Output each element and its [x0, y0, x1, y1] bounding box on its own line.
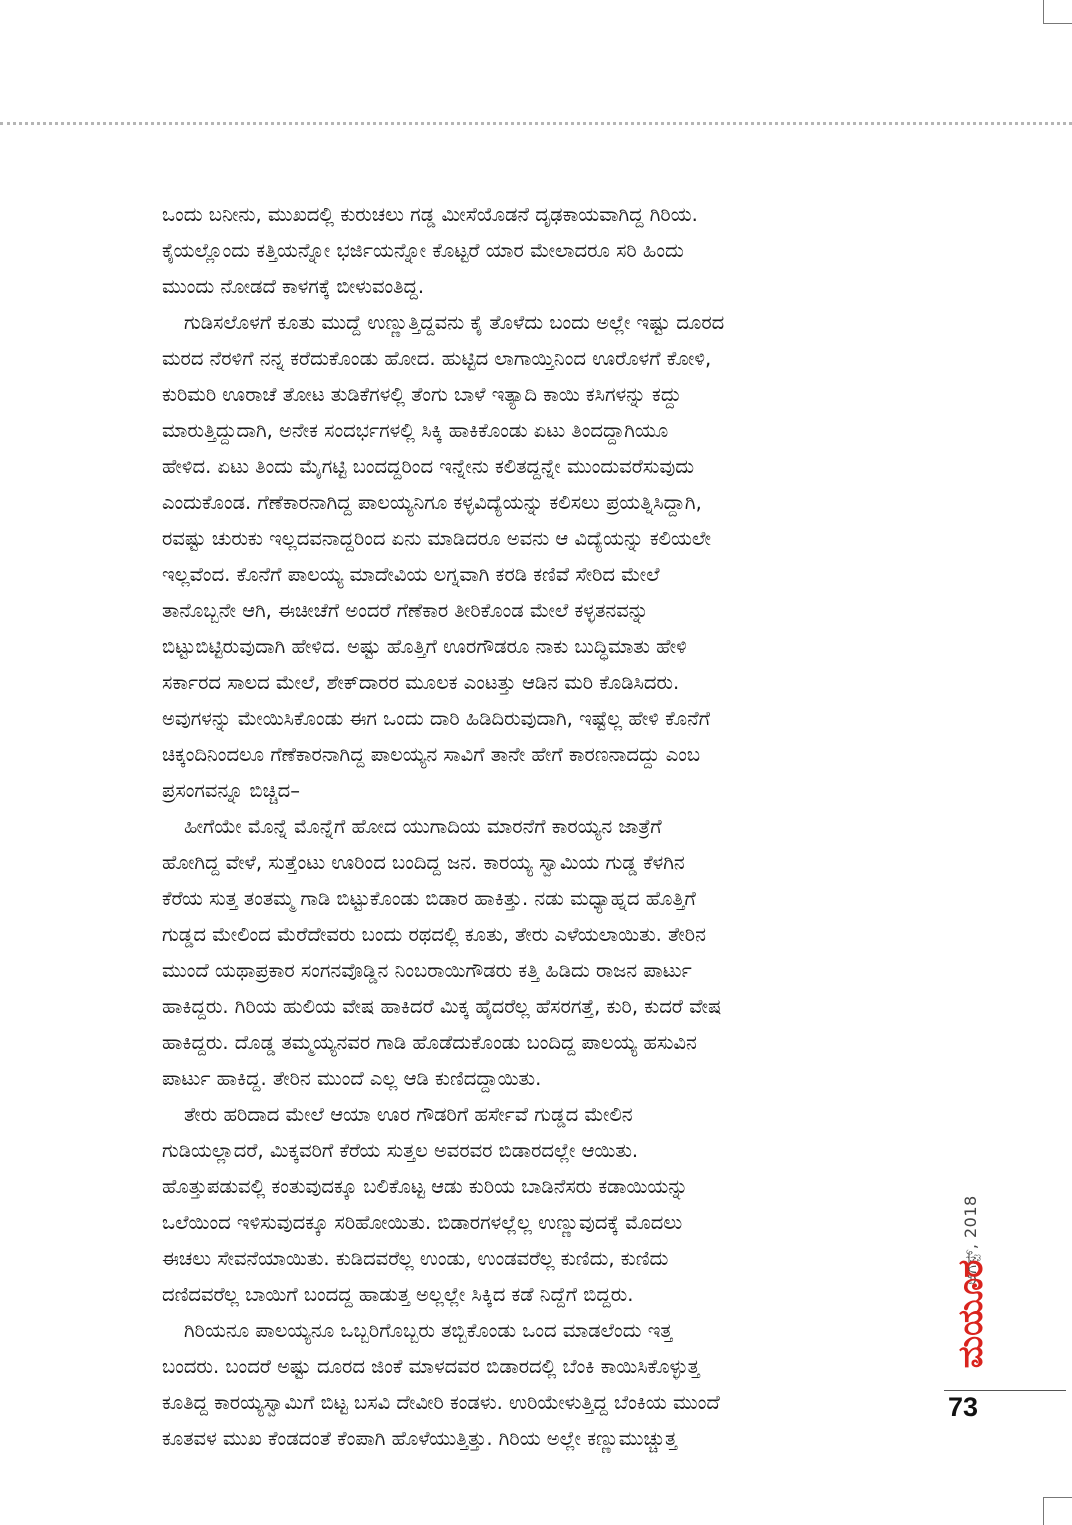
article-line: ಹಾಕಿದ್ದರು. ಗಿರಿಯ ಹುಲಿಯ ವೇಷ ಹಾಕಿದರೆ ಮಿಕ್ಕ ಹೈದರೆಲ್ಲ ಹೆಸರಗತ್ತೆ, ಕುರಿ, ಕುದರೆ ವೇಷ: [162, 995, 722, 1018]
article-line: ಮಾರುತ್ತಿದ್ದುದಾಗಿ, ಅನೇಕ ಸಂದರ್ಭಗಳಲ್ಲಿ ಸಿಕ್ಕಿ ಹಾಕಿಕೊಂಡು ಏಟು ತಿಂದದ್ದಾಗಿಯೂ: [162, 419, 669, 442]
header-dotted-rule: [0, 122, 1072, 125]
crop-mark-top-horizontal: [1043, 23, 1072, 24]
article-line: ಹೀಗೆಯೇ ಮೊನ್ನೆ ಮೊನ್ನೆಗೆ ಹೋದ ಯುಗಾದಿಯ ಮಾರನೆಗೆ ಕಾರಯ್ಯನ ಜಾತ್ರೆಗೆ: [184, 815, 662, 838]
article-line: ಗುಡಿಯಲ್ಲಾದರೆ, ಮಿಕ್ಕವರಿಗೆ ಕೆರೆಯ ಸುತ್ತಲ ಅವರವರ ಬಿಡಾರದಲ್ಲೇ ಆಯಿತು.: [162, 1139, 639, 1162]
article-line: ಹೊತ್ತುಪಡುವಲ್ಲಿ ಕಂತುವುದಕ್ಕೂ ಬಲಿಕೊಟ್ಟ ಆಡು ಕುರಿಯ ಬಾಡಿನೆಸರು ಕಡಾಯಿಯನ್ನು: [162, 1175, 688, 1198]
article-line: ಬಿಟ್ಟುಬಿಟ್ಟಿರುವುದಾಗಿ ಹೇಳಿದ. ಅಷ್ಟು ಹೊತ್ತಿಗೆ ಊರಗೌಡರೂ ನಾಕು ಬುದ್ಧಿಮಾತು ಹೇಳಿ: [162, 635, 687, 658]
article-line: ಕೆರೆಯ ಸುತ್ತ ತಂತಮ್ಮ ಗಾಡಿ ಬಿಟ್ಟುಕೊಂಡು ಬಿಡಾರ ಹಾಕಿತ್ತು. ನಡು ಮಧ್ಯಾಹ್ನದ ಹೊತ್ತಿಗೆ: [162, 887, 696, 910]
article-line: ಸರ್ಕಾರದ ಸಾಲದ ಮೇಲೆ, ಶೇಕ್‌ದಾರರ ಮೂಲಕ ಎಂಟತ್ತು ಆಡಿನ ಮರಿ ಕೊಡಿಸಿದರು.: [162, 671, 680, 694]
article-line: ಇಲ್ಲವೆಂದ. ಕೊನೆಗೆ ಪಾಲಯ್ಯ ಮಾದೇವಿಯ ಲಗ್ನವಾಗಿ ಕರಡಿ ಕಣಿವೆ ಸೇರಿದ ಮೇಲೆ: [162, 563, 660, 586]
article-line: ಗುಡಿಸಲೊಳಗೆ ಕೂತು ಮುದ್ದೆ ಉಣ್ಣುತ್ತಿದ್ದವನು ಕೈ ತೊಳೆದು ಬಂದು ಅಲ್ಲೇ ಇಷ್ಟು ದೂರದ: [184, 311, 725, 334]
article-line: ಗುಡ್ಡದ ಮೇಲಿಂದ ಮೆರೆದೇವರು ಬಂದು ರಥದಲ್ಲಿ ಕೂತು, ತೇರು ಎಳೆಯಲಾಯಿತು. ತೇರಿನ: [162, 923, 706, 946]
article-line: ರವಷ್ಟು ಚುರುಕು ಇಲ್ಲದವನಾದ್ದರಿಂದ ಏನು ಮಾಡಿದರೂ ಅವನು ಆ ವಿದ್ಯೆಯನ್ನು ಕಲಿಯಲೇ: [162, 527, 711, 550]
article-line: ದಣಿದವರೆಲ್ಲ ಬಾಯಿಗೆ ಬಂದದ್ದ ಹಾಡುತ್ತ ಅಲ್ಲಲ್ಲೇ ಸಿಕ್ಕಿದ ಕಡೆ ನಿದ್ದೆಗೆ ಬಿದ್ದರು.: [162, 1283, 634, 1306]
article-line: ಕೈಯಲ್ಲೊಂದು ಕತ್ತಿಯನ್ನೋ ಭರ್ಜಿಯನ್ನೋ ಕೊಟ್ಟರೆ ಯಾರ ಮೇಲಾದರೂ ಸರಿ ಹಿಂದು: [162, 239, 684, 262]
crop-mark-top-vertical: [1043, 0, 1044, 24]
page-number: 73: [948, 1392, 979, 1422]
article-line: ಕೂತಿದ್ದ ಕಾರಯ್ಯಸ್ವಾಮಿಗೆ ಬಿಟ್ಟ ಬಸವಿ ದೇವೀರಿ ಕಂಡಳು. ಉರಿಯೇಳುತ್ತಿದ್ದ ಬೆಂಕಿಯ ಮುಂದೆ: [162, 1391, 720, 1414]
article-line: ಮುಂದೆ ಯಥಾಪ್ರಕಾರ ಸಂಗನವೊಡ್ಡಿನ ನಿಂಬರಾಯಿಗೌಡರು ಕತ್ತಿ ಹಿಡಿದು ರಾಜನ ಪಾರ್ಟು: [162, 959, 692, 982]
article-line: ಹಾಕಿದ್ದರು. ದೊಡ್ಡ ತಮ್ಮಯ್ಯನವರ ಗಾಡಿ ಹೊಡೆದುಕೊಂಡು ಬಂದಿದ್ದ ಪಾಲಯ್ಯ ಹಸುವಿನ: [162, 1031, 697, 1054]
article-line: ಬಂದರು. ಬಂದರೆ ಅಷ್ಟು ದೂರದ ಜಿಂಕೆ ಮಾಳದವರ ಬಿಡಾರದಲ್ಲಿ ಬೆಂಕಿ ಕಾಯಿಸಿಕೊಳ್ಳುತ್ತ: [162, 1355, 700, 1378]
article-line: ಒಂದು ಬನೀನು, ಮುಖದಲ್ಲಿ ಕುರುಚಲು ಗಡ್ಡ ಮೀಸೆಯೊಡನೆ ದೃಢಕಾಯವಾಗಿದ್ದ ಗಿರಿಯ.: [162, 203, 698, 226]
article-line: ಮುಂದು ನೋಡದೆ ಕಾಳಗಕ್ಕೆ ಬೀಳುವಂತಿದ್ದ.: [162, 275, 425, 298]
article-line: ತಾನೊಬ್ಬನೇ ಆಗಿ, ಈಚೀಚೆಗೆ ಅಂದರೆ ಗೆಣೆಕಾರ ತೀರಿಕೊಂಡ ಮೇಲೆ ಕಳ್ಳತನವನ್ನು: [162, 599, 649, 622]
article-line: ಪಾರ್ಟು ಹಾಕಿದ್ದ. ತೇರಿನ ಮುಂದೆ ಎಲ್ಲ ಆಡಿ ಕುಣಿದದ್ದಾಯಿತು.: [162, 1067, 542, 1090]
article-line: ತೇರು ಹರಿದಾದ ಮೇಲೆ ಆಯಾ ಊರ ಗೌಡರಿಗೆ ಹರ್ಸೇವೆ ಗುಡ್ಡದ ಮೇಲಿನ: [184, 1103, 633, 1126]
issue-date-text: ಆಗಸ್ಟ್, 2018: [961, 1195, 980, 1285]
article-line: ಒಲೆಯಿಂದ ಇಳಿಸುವುದಕ್ಕೂ ಸರಿಹೋಯಿತು. ಬಿಡಾರಗಳಲ್ಲೆಲ್ಲ ಉಣ್ಣುವುದಕ್ಕೆ ಮೊದಲು: [162, 1211, 683, 1234]
magazine-logo-text: ಮಯೂರ: [951, 1259, 991, 1369]
article-line: ಪ್ರಸಂಗವನ್ನೂ ಬಿಚ್ಚಿದ–: [162, 779, 301, 802]
article-line: ಹೋಗಿದ್ದ ವೇಳೆ, ಸುತ್ತೆಂಟು ಊರಿಂದ ಬಂದಿದ್ದ ಜನ. ಕಾರಯ್ಯ ಸ್ವಾಮಿಯ ಗುಡ್ಡ ಕೆಳಗಿನ: [162, 851, 685, 874]
article-line: ಚಿಕ್ಕಂದಿನಿಂದಲೂ ಗೆಣೆಕಾರನಾಗಿದ್ದ ಪಾಲಯ್ಯನ ಸಾವಿಗೆ ತಾನೇ ಹೇಗೆ ಕಾರಣನಾದದ್ದು ಎಂಬ: [162, 743, 701, 766]
article-line: ಈಚಲು ಸೇವನೆಯಾಯಿತು. ಕುಡಿದವರೆಲ್ಲ ಉಂಡು, ಉಂಡವರೆಲ್ಲ ಕುಣಿದು, ಕುಣಿದು: [162, 1247, 669, 1270]
crop-mark-bottom-horizontal: [1043, 1497, 1072, 1498]
article-body: [162, 197, 914, 1457]
article-line: ಕೂತವಳ ಮುಖ ಕೆಂಡದಂತೆ ಕೆಂಪಾಗಿ ಹೊಳೆಯುತ್ತಿತ್ತು. ಗಿರಿಯ ಅಲ್ಲೇ ಕಣ್ಣುಮುಚ್ಚುತ್ತ: [162, 1427, 677, 1450]
article-line: ಎಂದುಕೊಂಡ. ಗೆಣೆಕಾರನಾಗಿದ್ದ ಪಾಲಯ್ಯನಿಗೂ ಕಳ್ಳವಿದ್ಯೆಯನ್ನು ಕಲಿಸಲು ಪ್ರಯತ್ನಿಸಿದ್ದಾಗಿ,: [162, 491, 702, 514]
article-line: ಹೇಳಿದ. ಏಟು ತಿಂದು ಮೈಗಟ್ಟಿ ಬಂದದ್ದರಿಂದ ಇನ್ನೇನು ಕಲಿತದ್ದನ್ನೇ ಮುಂದುವರೆಸುವುದು: [162, 455, 695, 478]
article-line: ಮರದ ನೆರಳಿಗೆ ನನ್ನ ಕರೆದುಕೊಂಡು ಹೋದ. ಹುಟ್ಟಿದ ಲಾಗಾಯ್ತಿನಿಂದ ಊರೊಳಗೆ ಕೋಳಿ,: [162, 347, 712, 370]
article-line: ಕುರಿಮರಿ ಊರಾಚೆ ತೋಟ ತುಡಿಕೆಗಳಲ್ಲಿ ತೆಂಗು ಬಾಳೆ ಇತ್ಯಾದಿ ಕಾಯಿ ಕಸಿಗಳನ್ನು ಕದ್ದು: [162, 383, 682, 406]
article-line: ಗಿರಿಯನೂ ಪಾಲಯ್ಯನೂ ಒಬ್ಬರಿಗೊಬ್ಬರು ತಬ್ಬಿಕೊಂಡು ಒಂದ ಮಾಡಲೆಂದು ಇತ್ತ: [184, 1319, 673, 1342]
crop-mark-bottom-vertical: [1043, 1497, 1044, 1525]
page-number-rule: [944, 1390, 1066, 1391]
article-line: ಅವುಗಳನ್ನು ಮೇಯಿಸಿಕೊಂಡು ಈಗ ಒಂದು ದಾರಿ ಹಿಡಿದಿರುವುದಾಗಿ, ಇಷ್ಟೆಲ್ಲ ಹೇಳಿ ಕೊನೆಗೆ: [162, 707, 711, 730]
